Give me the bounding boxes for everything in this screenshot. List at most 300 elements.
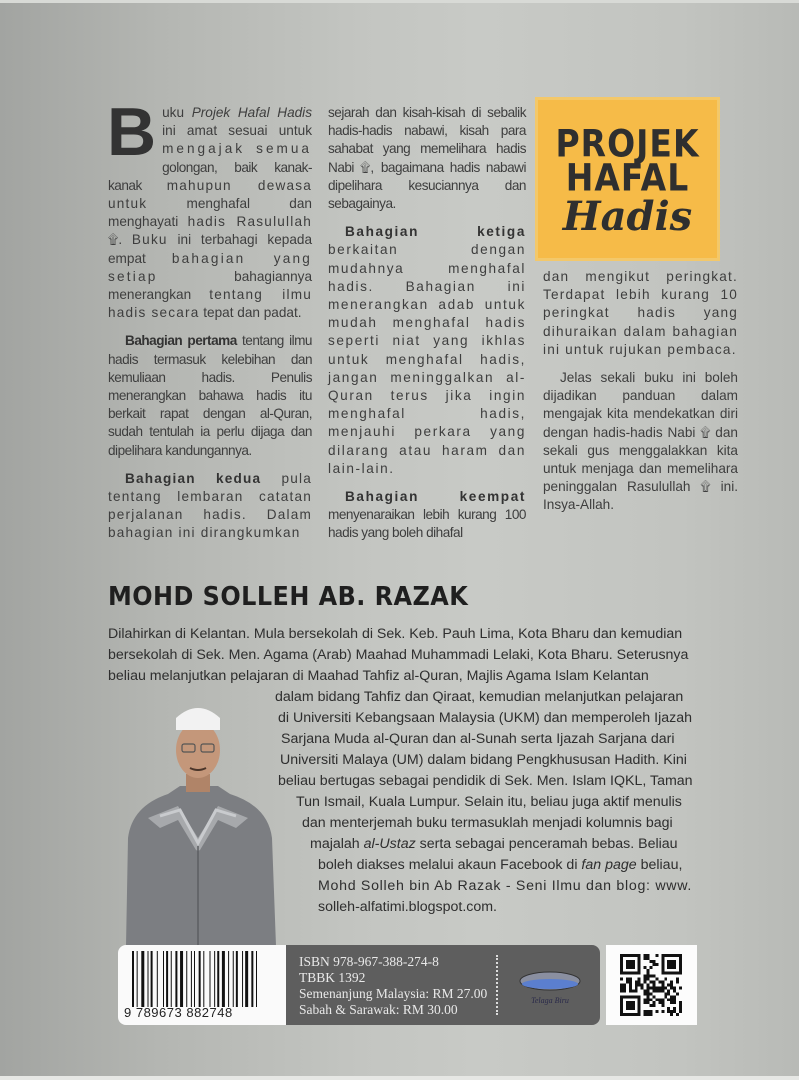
qr-module [644, 954, 647, 957]
price-peninsular: Semenanjung Malaysia: RM 27.00 [299, 986, 488, 1001]
part1-heading: Bahagian pertama [125, 333, 237, 349]
bio-line: Sarjana Muda al-Quran dan al-Sunah serta Ijazah Sarjana dari [281, 731, 675, 747]
barcode-bar [166, 951, 168, 1007]
qr-module [641, 984, 644, 987]
bio-line: Universiti Malaya (UM) dalam bidang Pengkhususan Hadith. Kini [280, 752, 687, 768]
bio-line [302, 813, 673, 834]
book-title-logo [535, 97, 720, 261]
barcode-bar [171, 951, 172, 1007]
qr-module [658, 989, 661, 992]
qr-module [620, 998, 623, 1001]
isbn-barcode [132, 951, 276, 1007]
logo-line-hafal: HAFAL [565, 155, 690, 200]
qr-module [664, 986, 667, 989]
qr-module [647, 978, 650, 981]
intro-line: ini amat sesuai untuk [162, 123, 312, 139]
qr-module [647, 975, 650, 978]
closing-paragraph: Jelas sekali buku ini boleh dijadikan panduan dalam mengajak kita mendekatkan diri dengan hadis-hadis Nabi ۩ dan sekali gus menggalakkan kita untuk menjaga dan memelihara peninggalan Rasulullah ۩ ini. Insya-Allah. [543, 370, 738, 513]
qr-module [673, 1001, 676, 1004]
qr-module [644, 1010, 647, 1013]
qr-module [658, 986, 661, 989]
qr-module [652, 963, 655, 966]
qr-module [650, 998, 653, 1001]
qr-module [679, 1001, 682, 1004]
qr-module [620, 995, 623, 998]
qr-module [623, 1013, 626, 1016]
part3-text: berkaitan dengan mudahnya menghafal hadis. Bahagian ini menerangkan adab untuk mudah menghafal hadis seperti niat yang ikhlas untuk menghafal hadis, jangan meninggalkan al-Quran terus jika ingin menghafal hadis, menjauhi perkara yang dilarang atau haram dan lain-lain. [328, 242, 526, 476]
qr-module [629, 972, 632, 975]
magazine-name: al-Ustaz [363, 836, 416, 852]
qr-module [620, 954, 623, 957]
qr-module [679, 986, 682, 989]
barcode-bar [222, 951, 225, 1007]
barcode-bar [175, 951, 177, 1007]
qr-module [629, 1004, 632, 1007]
qr-module [632, 972, 635, 975]
qr-module [676, 972, 679, 975]
qr-module [620, 960, 623, 963]
qr-module [620, 978, 623, 981]
part3-heading: Bahagian ketiga [345, 224, 526, 240]
qr-panel [606, 945, 697, 1025]
barcode-bar [214, 951, 215, 1007]
qr-module [647, 1010, 650, 1013]
qr-module [632, 954, 635, 957]
qr-module [632, 960, 635, 963]
qr-module [652, 975, 655, 978]
qr-module [673, 986, 676, 989]
part1-paragraph [108, 332, 312, 459]
barcode-bar [251, 951, 253, 1007]
part4-continued: dan mengikut peringkat. Terdapat lebih kurang 10 peringkat hadis yang dihuraikan dalam bahagian ini untuk rujukan pembaca. [543, 269, 738, 357]
bio-line: dalam bidang Tahfiz dan Qiraat, kemudian melanjutkan pelajaran [275, 689, 684, 705]
bio-text: beliau, [636, 857, 683, 873]
qr-module [644, 992, 647, 995]
book-title-italic: Projek Hafal Hadis [191, 105, 313, 120]
qr-module [620, 1004, 623, 1007]
qr-module [667, 954, 670, 957]
qr-module [673, 966, 676, 969]
qr-module [673, 963, 676, 966]
qr-module [661, 989, 664, 992]
qr-module [667, 1007, 670, 1010]
qr-module [632, 995, 635, 998]
qr-module [661, 957, 664, 960]
qr-module [650, 986, 653, 989]
qr-module [626, 972, 629, 975]
qr-module [664, 992, 667, 995]
qr-module [664, 995, 667, 998]
qr-module [679, 966, 682, 969]
qr-module [635, 995, 638, 998]
qr-module [670, 972, 673, 975]
qr-module [655, 978, 658, 981]
qr-module [635, 989, 638, 992]
qr-module [644, 975, 647, 978]
qr-module [626, 954, 629, 957]
tbbk-text: TBBK 1392 [299, 970, 366, 985]
part4-paragraph [328, 488, 526, 543]
qr-module [658, 1001, 661, 1004]
qr-module [638, 981, 641, 984]
intro-line: mengajak semua [162, 141, 312, 157]
qr-module [652, 984, 655, 987]
qr-module [676, 981, 679, 984]
barcode-bar [137, 951, 138, 1007]
qr-module [673, 995, 676, 998]
qr-module [676, 954, 679, 957]
qr-module [652, 995, 655, 998]
part1-text: tentang ilmu hadis termasuk kelebihan dan kemuliaan hadis. Penulis menerangkan bahawa hadis itu berkait rapat dengan al-Quran, sudah tentulah ia perlu dijaga dan dipelihara kandungannya. [108, 333, 312, 458]
qr-code-icon [618, 954, 684, 1016]
blog-url: solleh-alfatimi.blogspot.com. [318, 899, 497, 915]
qr-module [620, 963, 623, 966]
bio-line: beliau melanjutkan pelajaran di Maahad Tahfiz al-Quran, Majlis Agama Islam Kelantan [108, 668, 649, 684]
qr-module [629, 966, 632, 969]
qr-module [661, 986, 664, 989]
qr-module [673, 1010, 676, 1013]
qr-module [644, 966, 647, 969]
qr-module [632, 1004, 635, 1007]
bio-line: di Universiti Kebangsaan Malaysia (UKM) dan memperoleh Ijazah [278, 710, 692, 726]
qr-module [667, 972, 670, 975]
qr-module [638, 1007, 641, 1010]
qr-module [652, 960, 655, 963]
qr-module [623, 954, 626, 957]
qr-module [655, 989, 658, 992]
qr-module [670, 963, 673, 966]
qr-module [626, 978, 629, 981]
qr-module [620, 989, 623, 992]
qr-module [629, 963, 632, 966]
qr-module [638, 984, 641, 987]
barcode-bar [233, 951, 234, 1007]
logo-line-hadis: Hadis [562, 193, 693, 240]
qr-module [647, 998, 650, 1001]
qr-module [647, 986, 650, 989]
qr-module [652, 989, 655, 992]
bottom-edge [0, 1076, 799, 1080]
qr-module [626, 981, 629, 984]
qr-module [647, 992, 650, 995]
barcode-bar [191, 951, 192, 1007]
qr-module [650, 960, 653, 963]
qr-module [667, 1010, 670, 1013]
qr-module [670, 954, 673, 957]
qr-module [644, 998, 647, 1001]
qr-module [673, 972, 676, 975]
qr-module [620, 984, 623, 987]
qr-module [661, 969, 664, 972]
qr-module [667, 984, 670, 987]
qr-module [641, 986, 644, 989]
qr-module [644, 978, 647, 981]
barcode-bar [203, 951, 204, 1007]
qr-module [629, 1007, 632, 1010]
qr-module [670, 981, 673, 984]
intro-line: mahupun dewasa untuk [108, 177, 312, 212]
qr-module [629, 978, 632, 981]
qr-module [670, 1001, 673, 1004]
intro-line: bahagian yang setiap [108, 250, 313, 284]
qr-module [655, 954, 658, 957]
barcode-bar [256, 951, 257, 1007]
qr-module [638, 957, 641, 960]
barcode-panel [118, 945, 286, 1025]
blurb-column-1 [107, 94, 313, 553]
intro-line: ini terbahagi kepada empat [108, 232, 313, 266]
qr-module [638, 1001, 641, 1004]
author-name: MOHD SOLLEH AB. RAZAK [108, 582, 469, 612]
qr-module [670, 966, 673, 969]
qr-module [650, 966, 653, 969]
logo-line-projek: PROJEK [555, 121, 700, 166]
qr-module [670, 986, 673, 989]
qr-module [629, 989, 632, 992]
qr-module [632, 1013, 635, 1016]
qr-module [632, 966, 635, 969]
qr-module [673, 960, 676, 963]
qr-module [626, 963, 629, 966]
qr-module [623, 986, 626, 989]
qr-module [635, 1013, 638, 1016]
qr-module [667, 963, 670, 966]
qr-module [670, 995, 673, 998]
qr-module [620, 966, 623, 969]
qr-module [670, 984, 673, 987]
qr-module [650, 1013, 653, 1016]
qr-module [626, 1007, 629, 1010]
qr-module [679, 972, 682, 975]
barcode-bar [180, 951, 183, 1007]
qr-module [629, 1013, 632, 1016]
qr-module [638, 995, 641, 998]
qr-module [647, 984, 650, 987]
qr-module [626, 995, 629, 998]
barcode-bar [236, 951, 238, 1007]
qr-module [661, 963, 664, 966]
qr-module [626, 966, 629, 969]
qr-module [661, 954, 664, 957]
barcode-bar [217, 951, 219, 1007]
qr-module [650, 1010, 653, 1013]
qr-module [623, 972, 626, 975]
bio-text: majalah [310, 836, 364, 852]
barcode-bar [186, 951, 187, 1007]
qr-module [620, 969, 623, 972]
qr-module [661, 998, 664, 1001]
blurb-column-2 [328, 104, 526, 553]
qr-module [673, 998, 676, 1001]
qr-module [667, 989, 670, 992]
bio-line: beliau bertugas sebagai pendidik di Sek. Men. Islam IQKL, Taman [278, 773, 693, 789]
qr-module [638, 966, 641, 969]
qr-module [679, 960, 682, 963]
qr-module [673, 989, 676, 992]
barcode-bar [151, 951, 153, 1007]
part4-heading: Bahagian keempat [345, 489, 526, 505]
barcode-bar [163, 951, 164, 1007]
qr-module [679, 969, 682, 972]
qr-module [673, 954, 676, 957]
qr-module [620, 1001, 623, 1004]
qr-module [620, 1010, 623, 1013]
qr-module [650, 981, 653, 984]
qr-module [652, 986, 655, 989]
qr-module [620, 1007, 623, 1010]
intro-line: tentang ilmu hadis secara [108, 287, 312, 321]
part4-text: menyenaraikan lebih kurang 100 hadis yang boleh dihafal [328, 507, 526, 541]
qr-module [623, 989, 626, 992]
qr-module [638, 969, 641, 972]
qr-module [661, 960, 664, 963]
qr-module [679, 1010, 682, 1013]
qr-module [629, 954, 632, 957]
qr-module [679, 954, 682, 957]
qr-module [635, 984, 638, 987]
qr-module [632, 1007, 635, 1010]
qr-module [679, 1007, 682, 1010]
qr-module [670, 960, 673, 963]
barcode-bar [228, 951, 229, 1007]
qr-module [629, 1001, 632, 1004]
barcode-bar [194, 951, 195, 1007]
intro-line: tepat dan padat. [203, 305, 302, 321]
intro-paragraph [107, 94, 313, 322]
qr-module [632, 989, 635, 992]
qr-module [679, 957, 682, 960]
drop-cap: B [107, 94, 157, 170]
qr-module [647, 972, 650, 975]
qr-module [679, 963, 682, 966]
qr-module [647, 969, 650, 972]
qr-module [650, 992, 653, 995]
divider [496, 955, 498, 1015]
qr-module [664, 972, 667, 975]
qr-module [635, 986, 638, 989]
price-sabah-sarawak: Sabah & Sarawak: RM 30.00 [299, 1002, 458, 1017]
qr-module [647, 957, 650, 960]
qr-module [650, 975, 653, 978]
book-info-panel [286, 945, 600, 1025]
qr-module [626, 1013, 629, 1016]
qr-module [647, 995, 650, 998]
qr-module [650, 1004, 653, 1007]
qr-module [655, 998, 658, 1001]
qr-module [629, 981, 632, 984]
part2-continued: sejarah dan kisah-kisah di sebalik hadis-hadis nabawi, kisah para sahabat yang memelihara hadis Nabi ۩, bagaimana hadis nabawi dipelihara kesuciannya dan sebagainya. [328, 105, 526, 212]
bio-line [318, 855, 682, 876]
intro-line: bahagiannya menerangkan [108, 268, 312, 303]
qr-module [638, 1004, 641, 1007]
qr-module [676, 1013, 679, 1016]
qr-module [655, 986, 658, 989]
barcode-bar [245, 951, 248, 1007]
qr-module [655, 1010, 658, 1013]
qr-module [644, 989, 647, 992]
qr-module [644, 1001, 647, 1004]
qr-module [629, 960, 632, 963]
bio-text: serta sebagai penceramah bebas. Beliau [415, 836, 678, 852]
fan-page-italic: fan page [581, 857, 637, 873]
qr-module [620, 1013, 623, 1016]
bio-text: boleh diakses melalui akaun Facebook di [318, 857, 582, 873]
qr-module [632, 963, 635, 966]
qr-module [644, 981, 647, 984]
bio-line: Mohd Solleh bin Ab Razak - Seni Ilmu dan blog: www. [318, 878, 693, 894]
qr-module [626, 1001, 629, 1004]
qr-module [620, 957, 623, 960]
qr-module [670, 1010, 673, 1013]
barcode-number: 9 789673 882748 [124, 1005, 233, 1020]
qr-module [664, 954, 667, 957]
qr-module [679, 1004, 682, 1007]
qr-module [638, 1013, 641, 1016]
qr-module [647, 989, 650, 992]
intro-l0-pre: uku [162, 105, 192, 120]
qr-module [635, 981, 638, 984]
qr-module [629, 995, 632, 998]
qr-module [652, 1001, 655, 1004]
bio-line: Dilahirkan di Kelantan. Mula bersekolah di Sek. Keb. Pauh Lima, Kota Bharu dan kemudian [108, 626, 683, 642]
qr-module [667, 960, 670, 963]
qr-module [661, 984, 664, 987]
qr-module [638, 998, 641, 1001]
part3-paragraph [328, 223, 526, 478]
qr-module [635, 972, 638, 975]
publisher-logo-icon [514, 961, 586, 1009]
qr-module [647, 1001, 650, 1004]
qr-module [635, 954, 638, 957]
qr-module [620, 986, 623, 989]
part2-text: pula tentang lembaran catatan perjalanan hadis. Dalam bahagian ini dirangkumkan [108, 470, 312, 541]
qr-module [661, 972, 664, 975]
barcode-bar [157, 951, 158, 1007]
qr-module [655, 963, 658, 966]
qr-module [638, 972, 641, 975]
qr-module [658, 981, 661, 984]
part2-paragraph [108, 470, 312, 543]
barcode-bar [242, 951, 243, 1007]
qr-module [670, 998, 673, 1001]
qr-module [667, 992, 670, 995]
qr-module [652, 981, 655, 984]
part2-heading: Bahagian kedua [125, 470, 262, 486]
barcode-bar [148, 951, 149, 1007]
qr-module [623, 984, 626, 987]
qr-module [661, 1001, 664, 1004]
qr-module [673, 1007, 676, 1010]
barcode-bar [132, 951, 134, 1007]
barcode-bar [210, 951, 211, 1007]
bio-line [310, 834, 678, 855]
intro-line: menghafal dan menghayati [108, 196, 312, 230]
bio-line: bersekolah di Sek. Men. Agama (Arab) Maahad Muhammadi Lelaki, Kota Bharu. Seterusnya [108, 647, 689, 663]
barcode-bar [141, 951, 144, 1007]
qr-module [647, 954, 650, 957]
qr-module [661, 981, 664, 984]
qr-module [644, 957, 647, 960]
qr-module [626, 960, 629, 963]
qr-module [638, 960, 641, 963]
qr-module [620, 972, 623, 975]
qr-module [670, 1013, 673, 1016]
bio-text: dan menterjemah buku termasuklah menjadi kolumnis bagi [302, 815, 673, 831]
qr-module [664, 978, 667, 981]
barcode-bar [199, 951, 201, 1007]
qr-module [667, 998, 670, 1001]
qr-module [661, 1004, 664, 1007]
